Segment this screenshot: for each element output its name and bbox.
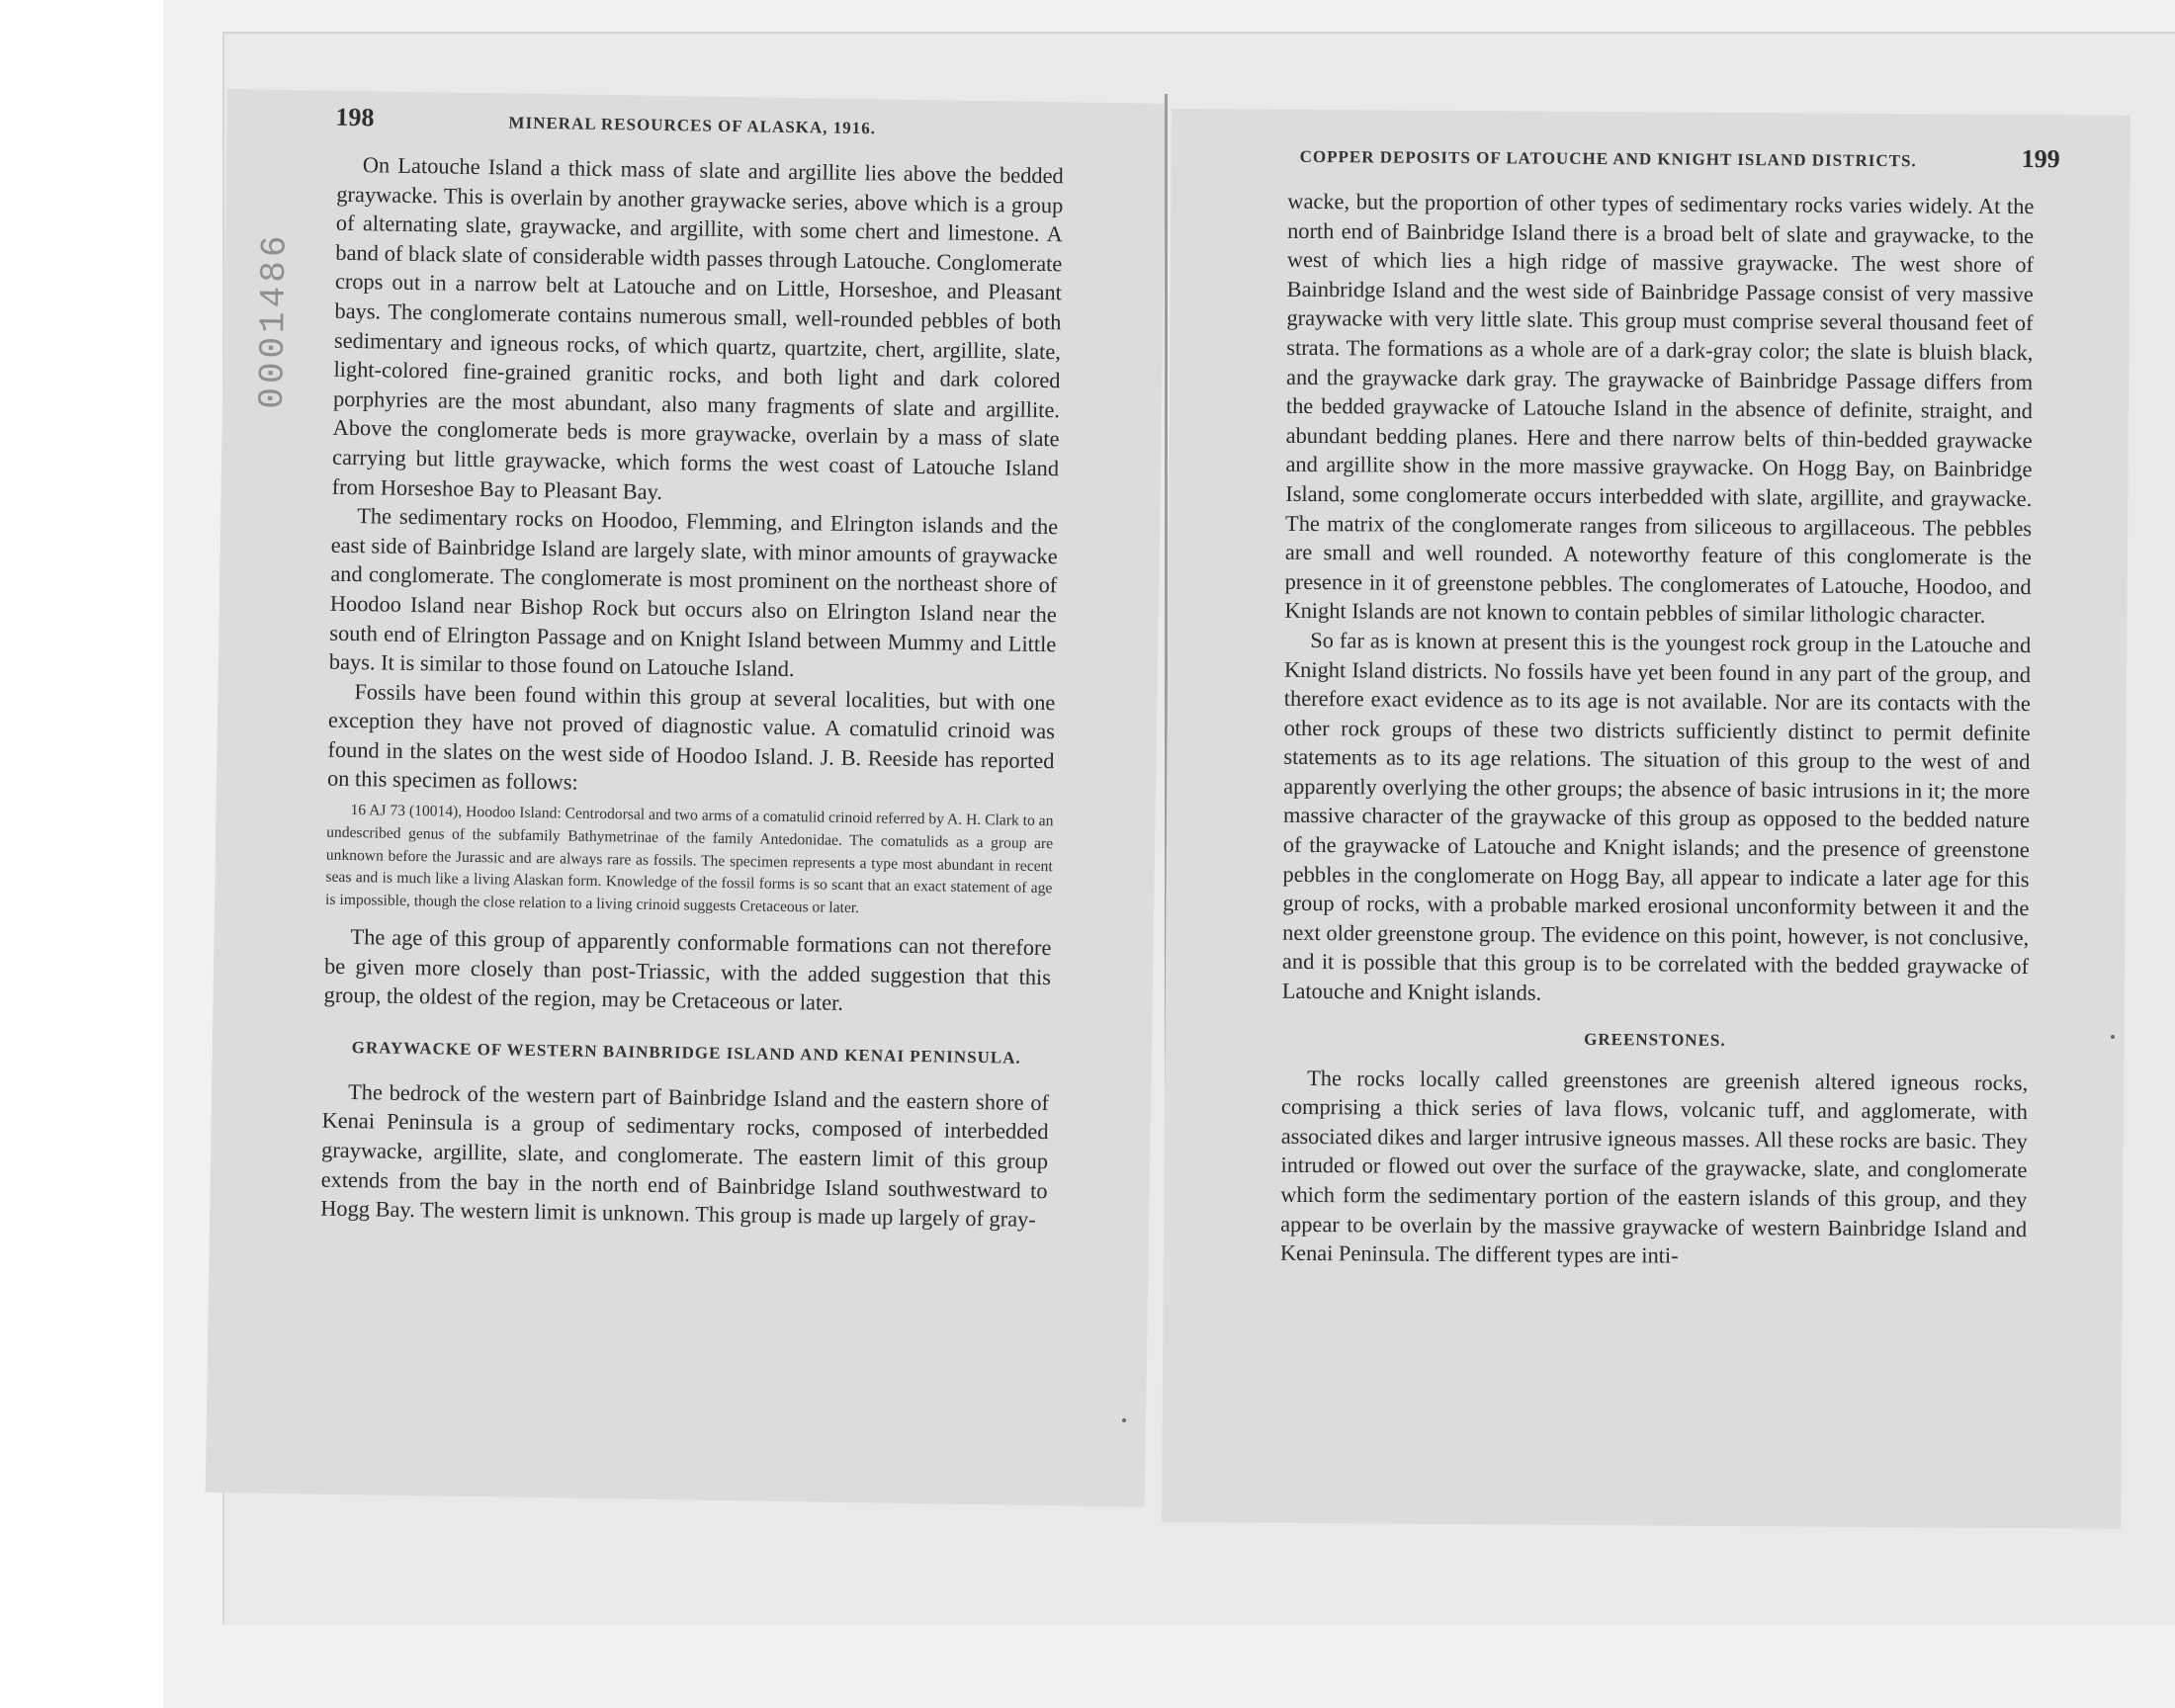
section-heading: GRAYWACKE OF WESTERN BAINBRIDGE ISLAND AND KENAI PENINSULA. bbox=[351, 1037, 1021, 1068]
faded-stamp bbox=[258, 1177, 302, 1425]
right-page bbox=[1162, 109, 2131, 1529]
paragraph: Fossils have been found within this group at several localities, but with one exception they have not proved of diagnostic value. A comatulid crinoid was found in the slates on the west side of Hoodoo Island. J. B. Reeside has reported on this specimen as follows: bbox=[326, 678, 1056, 796]
paragraph: The bedrock of the western part of Bainbridge Island and the eastern shore of Kenai Peninsula is a group of sedimentary rocks, composed of interbedded graywacke, argillite, slate, and conglomerate. The eastern limit of this group extends from the bay in the north end of Bainbridge Island southwestward to Hogg Bay. The western limit is unknown. This group is made up largely of gray- bbox=[320, 1078, 1050, 1233]
paragraph: The rocks locally called greenstones are greenish altered igneous rocks, comprising a thick series of lava flows, volcanic tuff, and agglomerate, with associated dikes and larger intrusive igneous masses. All these rocks are basic. They intruded or flowed out over the surface of the graywacke, slate, and conglomerate which form the sedimentary portion of the eastern islands of this group, and they appear to be overlain by the massive graywacke of western Bainbridge Island and Kenai Peninsula. The different types are inti- bbox=[1279, 1065, 2029, 1268]
paragraph: So far as is known at present this is the youngest rock group in the Latouche and Knight Island districts. No fossils have yet been found in any part of the group, and therefore exact evidence as to its age is not available. Nor are its contacts with the other rock groups of these two districts sufficiently distinct to permit definite statements as to its age relations. The situation of this group to the west of and apparently overlying the other groups; the absence of basic intrusions in it; the more massive character of the graywacke of this group as opposed to the bedded nature of the graywacke of Latouche and Knight islands; and the presence of greenstone pebbles in the conglomerate on Hogg Bay, all appear to indicate a later age for this group of rocks, with a probable marked erosional unconformity between it and the next older greenstone group. The evidence on this point, however, is not conclusive, and it is possible that this group is to be correlated with the bedded graywacke of Latouche and Knight islands. bbox=[1281, 627, 2032, 1005]
running-head: COPPER DEPOSITS OF LATOUCHE AND KNIGHT ISLAND DISTRICTS. bbox=[1299, 146, 1917, 171]
scan-speck bbox=[2111, 1035, 2115, 1039]
paragraph: wacke, but the proportion of other types of sedimentary rocks varies widely. At the north end of Bainbridge Island there is a broad belt of slate and graywacke, to the west of which lies a high ridge of massive graywacke. The west shore of Bainbridge Island and the west side of Bainbridge Passage consist of very massive graywacke with very little slate. This group must comprise several thousand feet of strata. The formations as a whole are of a dark-gray color; the slate is bluish black, and the graywacke dark gray. The graywacke of Bainbridge Passage differs from the bedded graywacke of Latouche Island in the absence of definite, straight, and abundant bedding planes. Here and there narrow belts of thin-bedded graywacke and argillite show in the more massive graywacke. On Hogg Bay, on Bainbridge Island, some conglomerate occurs interbedded with slate, argillite, and graywacke. The matrix of the conglomerate ranges from siliceous to argillaceous. The pebbles are small and well rounded. A noteworthy feature of this conglomerate is the presence in it of greenstone pebbles. The conglomerates of Latouche, Hoodoo, and Knight Islands are not known to contain pebbles of similar lithologic character. bbox=[1284, 188, 2035, 629]
body-text bbox=[320, 150, 1064, 1235]
paragraph: The age of this group of apparently conformable formations can not therefore be given more closely than post-Triassic, with the added suggestion that this group, the oldest of the region, may be Cretaceous or later. bbox=[323, 924, 1052, 1016]
running-head: MINERAL RESOURCES OF ALASKA, 1916. bbox=[508, 113, 877, 138]
scan-speck bbox=[1122, 1418, 1126, 1422]
block-quote: 16 AJ 73 (10014), Hoodoo Island: Centrodorsal and two arms of a comatulid crinoid referred by A. H. Clark to an undescribed genus of the subfamily Bathymetrinae of the family Antedonidae. The comatulids as a group are unknown before the Jurassic and are always rare as fossils. The specimen represents a type most abundant in recent seas and is much like a living Alaskan form. Knowledge of the fossil forms is so scant that an exact statement of age is impossible, though the close relation to a living crinoid suggests Cretaceous or later. bbox=[324, 802, 1054, 917]
archive-stamp: 0001486 bbox=[251, 230, 296, 409]
paragraph: The sedimentary rocks on Hoodoo, Flemming, and Elrington islands and the east side of Bainbridge Island are largely slate, with minor amounts of graywacke and conglomerate. The conglomerate is most prominent on the northeast shore of Hoodoo Island near Bishop Rock but occurs also on Elrington Island near the south end of Elrington Passage and on Knight Island between Mummy and Little bays. It is similar to those found on Latouche Island. bbox=[328, 503, 1059, 682]
margin-strip bbox=[0, 0, 163, 1708]
paragraph: On Latouche Island a thick mass of slate and argillite lies above the bedded graywacke. This is overlain by another graywacke series, above which is a group of alternating slate, graywacke, and argillite, with some chert and limestone. A band of black slate of considerable width passes through Latouche. Conglomerate crops out in a narrow belt at Latouche and on Little, Horseshoe, and Pleasant bays. The conglomerate contains numerous small, well-rounded pebbles of both sedimentary and igneous rocks, of which quartz, quartzite, chert, argillite, slate, light-colored fine-grained granitic rocks, and both light and dark colored porphyries are the most abundant, also many fragments of slate and argillite. Above the conglomerate beds is more graywacke, overlain by a mass of slate carrying but little graywacke, which forms the west coast of Latouche Island from Horseshoe Bay to Pleasant Bay. bbox=[331, 152, 1064, 504]
section-heading: GREENSTONES. bbox=[1584, 1029, 1726, 1050]
body-text bbox=[1280, 187, 2035, 1273]
page-number: 198 bbox=[335, 102, 375, 132]
page-number: 199 bbox=[2021, 144, 2060, 174]
left-page bbox=[206, 89, 1167, 1507]
